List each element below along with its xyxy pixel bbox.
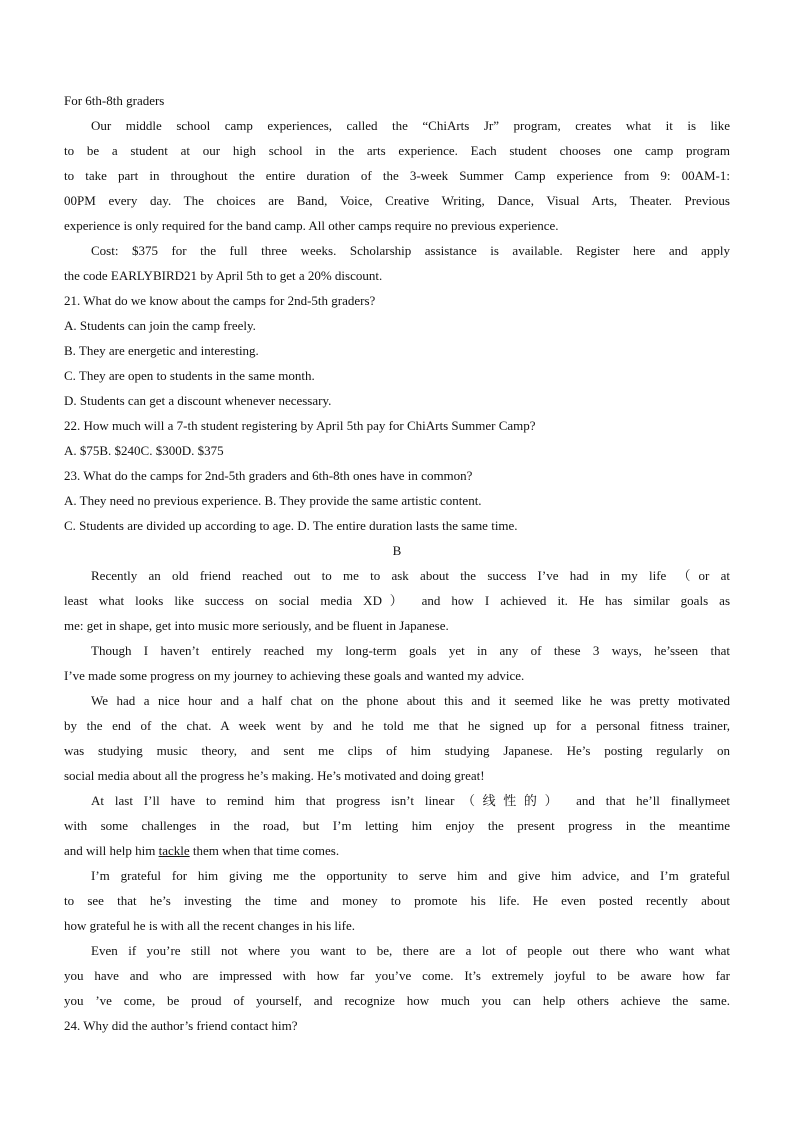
question-21: 21. What do we know about the camps for 2nd-5th graders? — [64, 293, 376, 308]
text-line: least what looks like success on social media XD） and how I achieved it. He has similar goals as — [64, 593, 730, 608]
text-line: I’m grateful for him giving me the opportunity to serve him and give him advice, and I’m grateful — [91, 868, 730, 883]
paragraph — [64, 113, 730, 238]
text-line: Cost: $375 for the full three weeks. Scholarship assistance is available. Register here and apply — [91, 243, 730, 258]
text-line: was studying music theory, and sent me clips of him studying Japanese. He’s posting regularly on — [64, 743, 730, 758]
paragraph — [64, 638, 730, 688]
text-line: I’ve made some progress on my journey to achieving these goals and wanted my advice. — [64, 668, 525, 683]
question-22: 22. How much will a 7-th student registering by April 5th pay for ChiArts Summer Camp? — [64, 418, 536, 433]
text-line: you have and who are impressed with how far you’ve come. It’s extremely joyful to be aware how far — [64, 968, 730, 983]
text-line — [64, 838, 730, 863]
option: D. Students can get a discount whenever necessary. — [64, 393, 332, 408]
paragraph — [64, 938, 730, 1013]
question-24: 24. Why did the author’s friend contact him? — [64, 1018, 298, 1033]
paragraph — [64, 688, 730, 788]
option-row: A. They need no previous experience. B. They provide the same artistic content. — [64, 493, 482, 508]
paragraph — [64, 563, 730, 638]
option-row: A. $75B. $240C. $300D. $375 — [64, 443, 224, 458]
underlined-word: tackle — [158, 843, 190, 858]
text-line: We had a nice hour and a half chat on the phone about this and it seemed like he was pretty motivated — [91, 693, 730, 708]
text-line: you ’ve come, be proud of yourself, and recognize how much you can help others achieve the same. — [64, 993, 730, 1008]
text-line: At last I’ll have to remind him that progress isn’t linear（线性的） and that he’ll finallymeet — [91, 793, 730, 808]
option: B. They are energetic and interesting. — [64, 343, 259, 358]
text-segment: and will help him — [64, 843, 159, 858]
text-line: me: get in shape, get into music more seriously, and be fluent in Japanese. — [64, 618, 449, 633]
text-line: by the end of the chat. A week went by and he told me that he signed up for a personal fitness trainer, — [64, 718, 730, 733]
section-label: B — [392, 543, 402, 558]
text-segment: them when that time comes. — [189, 843, 340, 858]
option-row: C. Students are divided up according to age. D. The entire duration lasts the same time. — [64, 518, 518, 533]
text-line: to see that he’s investing the time and money to promote his life. He even posted recently about — [64, 893, 730, 908]
option: A. Students can join the camp freely. — [64, 318, 256, 333]
text-line: Recently an old friend reached out to me to ask about the success I’ve had in my life （or at — [91, 568, 730, 583]
text-line: 00PM every day. The choices are Band, Voice, Creative Writing, Dance, Visual Arts, Theater. Previous — [64, 193, 730, 208]
text-line: Though I haven’t entirely reached my long-term goals yet in any of these 3 ways, he’sseen that — [91, 643, 730, 658]
section-heading: For 6th-8th graders — [64, 93, 165, 108]
text-line: to take part in throughout the entire duration of the 3-week Summer Camp experience from 9: 00AM-1: — [64, 168, 730, 183]
text-line: Our middle school camp experiences, called the “ChiArts Jr” program, creates what it is like — [91, 118, 730, 133]
text-line: social media about all the progress he’s making. He’s motivated and doing great! — [64, 768, 485, 783]
paragraph — [64, 863, 730, 938]
paragraph — [64, 788, 730, 863]
question-23: 23. What do the camps for 2nd-5th graders and 6th-8th ones have in common? — [64, 468, 473, 483]
document-page — [64, 88, 730, 1038]
text-line: with some challenges in the road, but I’m letting him enjoy the present progress in the meantime — [64, 818, 730, 833]
text-line: Even if you’re still not where you want to be, there are a lot of people out there who want what — [91, 943, 730, 958]
option: C. They are open to students in the same month. — [64, 368, 315, 383]
text-line: how grateful he is with all the recent changes in his life. — [64, 918, 355, 933]
text-line: to be a student at our high school in the arts experience. Each student chooses one camp program — [64, 143, 730, 158]
text-line: experience is only required for the band camp. All other camps require no previous experience. — [64, 218, 559, 233]
text-line: the code EARLYBIRD21 by April 5th to get a 20% discount. — [64, 268, 383, 283]
paragraph — [64, 238, 730, 288]
